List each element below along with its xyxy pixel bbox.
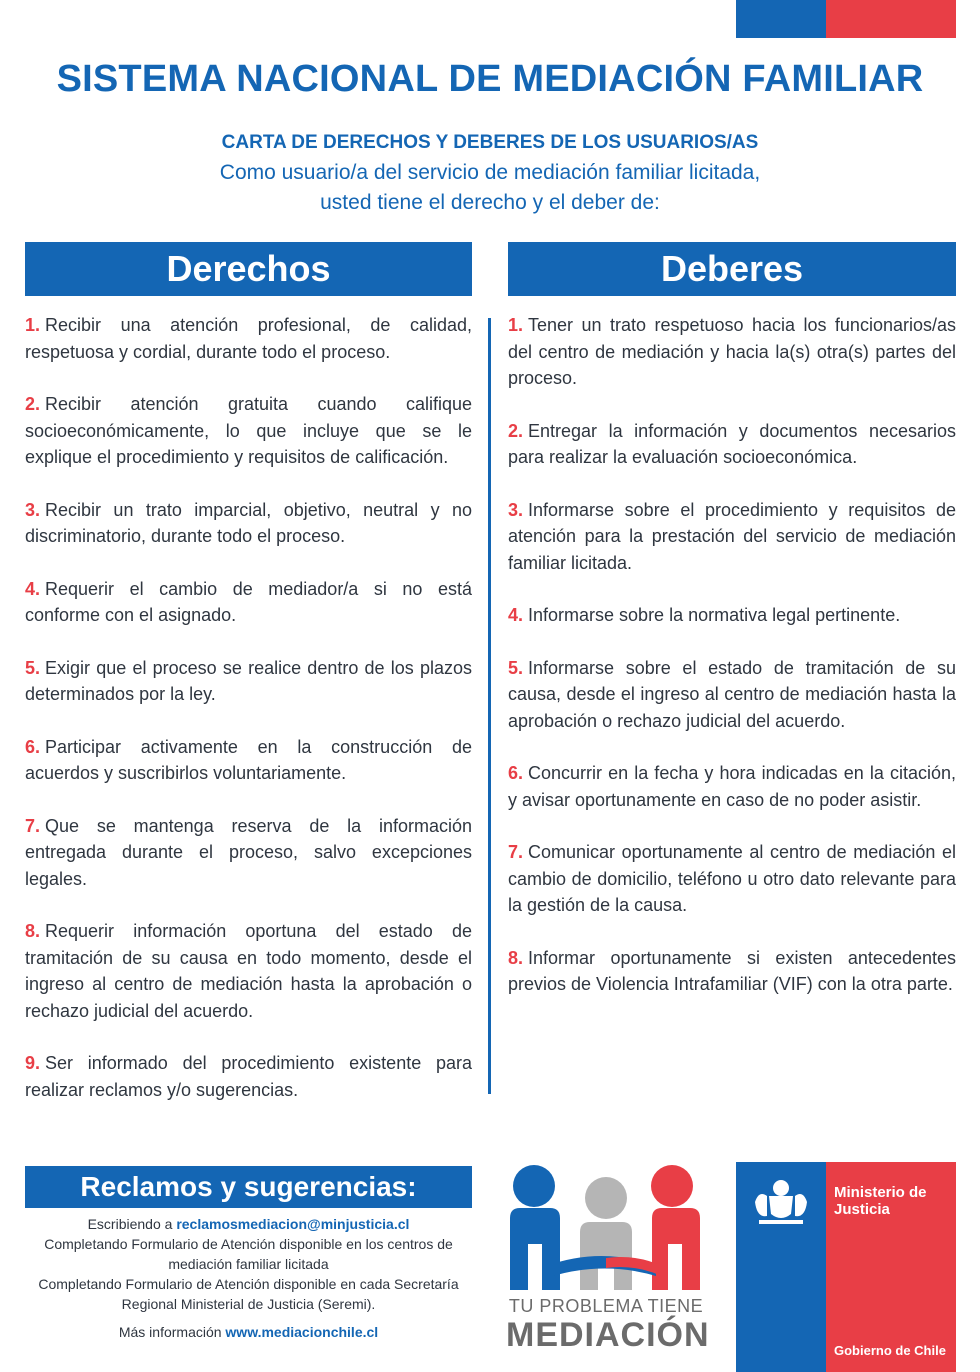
derecho-item-5 (25, 655, 472, 708)
red-person-body (652, 1208, 700, 1290)
flag-red-block (826, 0, 956, 38)
flag-blue-block (736, 0, 826, 38)
deber-item-number: 4. (508, 605, 524, 625)
derecho-item-2 (25, 391, 472, 471)
red-person-head (651, 1165, 693, 1207)
government-logo (736, 1162, 956, 1372)
derecho-item-1 (25, 312, 472, 365)
deber-item-text: Entregar la información y documentos necesarios para realizar la evaluación socioeconómica. (508, 420, 956, 467)
deber-item-text: Informarse sobre el estado de tramitación de su causa, desde el ingreso al centro de mediación hasta la aprobación o rechazo judicial del acuerdo. (508, 657, 956, 731)
blue-person-head (513, 1165, 555, 1207)
derecho-item-6 (25, 734, 472, 787)
derecho-item-text: Recibir atención gratuita cuando califique socioeconómicamente, lo que incluye que se le explique el procedimiento y requisitos de calificación. (25, 394, 472, 467)
reclamos-info (25, 1214, 472, 1342)
intro-line-2: usted tiene el derecho y el deber de: (320, 191, 660, 214)
website-link[interactable]: www.mediacionchile.cl (225, 1324, 379, 1340)
deber-item-7 (508, 839, 956, 919)
reclamos-email-line (25, 1214, 472, 1234)
deber-item-4 (508, 602, 956, 629)
deber-item-number: 6. (508, 763, 524, 783)
blue-person-body (510, 1208, 560, 1290)
derecho-item-text: Exigir que el proceso se realice dentro de los plazos determinados por la ley. (25, 657, 472, 704)
reclamos-email-prefix: Escribiendo a (87, 1216, 177, 1232)
derecho-item-9 (25, 1050, 472, 1103)
deber-item-text: Informarse sobre la normativa legal pertinente. (528, 605, 901, 625)
deber-item-text: Comunicar oportunamente al centro de mediación el cambio de domicilio, teléfono u otro dato relevante para la gestión de la causa. (508, 842, 956, 915)
ministry-name: Ministerio de Justicia (834, 1184, 927, 1218)
derecho-item-number: 4. (25, 578, 41, 599)
gray-person-body (580, 1222, 632, 1290)
deber-item-number: 7. (508, 842, 524, 862)
government-name: Gobierno de Chile (834, 1343, 946, 1358)
page-title: SISTEMA NACIONAL DE MEDIACIÓN FAMILIAR (56, 58, 924, 100)
deber-item-1 (508, 312, 956, 392)
intro-text (0, 158, 980, 218)
gov-red-block (826, 1162, 956, 1372)
derecho-item-text: Ser informado del procedimiento existente para realizar reclamos y/o sugerencias. (25, 1053, 472, 1100)
deber-item-text: Tener un trato respetuoso hacia los funcionarios/as del centro de mediación y hacia la(s) otra(s) partes del proceso. (508, 315, 956, 388)
derecho-item-number: 6. (25, 736, 41, 757)
gray-person-head (585, 1177, 627, 1219)
deber-item-text: Informarse sobre el procedimiento y requisitos de atención para la prestación del servicio de mediación familiar licitada. (508, 499, 956, 573)
reclamos-line-seremi: Completando Formulario de Atención disponible en cada Secretaría Regional Ministerial de Justicia (Seremi). (38, 1276, 459, 1312)
reclamos-email-link[interactable]: reclamosmediacion@minjusticia.cl (176, 1216, 410, 1232)
logo-wordmark: MEDIACIÓN (506, 1316, 710, 1354)
derecho-item-number: 8. (25, 921, 41, 941)
derecho-item-text: Recibir una atención profesional, de calidad, respetuosa y cordial, durante todo el proceso. (25, 315, 472, 362)
more-info-prefix: Más información (118, 1324, 226, 1340)
deber-item-number: 1. (508, 315, 524, 335)
derechos-list (25, 312, 472, 1129)
deber-item-6 (508, 760, 956, 813)
logo-tagline: TU PROBLEMA TIENE (508, 1296, 704, 1316)
deber-item-3 (508, 497, 956, 577)
more-info-line (25, 1322, 472, 1342)
derecho-item-8 (25, 918, 472, 1024)
derecho-item-number: 5. (25, 657, 41, 678)
flag-stripe-top (736, 0, 956, 38)
derecho-item-number: 2. (25, 394, 41, 414)
reclamos-heading: Reclamos y sugerencias: (25, 1166, 472, 1208)
intro-line-1: Como usuario/a del servicio de mediación familiar licitada, (219, 161, 761, 184)
deber-item-text: Informar oportunamente si existen antecedentes previos de Violencia Intrafamiliar (VIF) con la otra parte. (508, 947, 956, 994)
deber-item-2 (508, 418, 956, 471)
deberes-heading: Deberes (508, 242, 956, 296)
gov-blue-block (736, 1162, 826, 1372)
derecho-item-3 (25, 497, 472, 550)
deber-item-number: 8. (508, 947, 524, 968)
derecho-item-text: Requerir el cambio de mediador/a si no está conforme con el asignado. (25, 578, 472, 625)
derecho-item-number: 3. (25, 499, 41, 520)
deber-item-number: 2. (508, 420, 524, 441)
derecho-item-number: 1. (25, 315, 41, 335)
page-subtitle: CARTA DE DERECHOS Y DEBERES DE LOS USUARIOS/AS (221, 132, 759, 153)
deber-item-text: Concurrir en la fecha y hora indicadas en la citación, y avisar oportunamente en caso de no poder asistir. (508, 763, 956, 810)
derecho-item-number: 9. (25, 1053, 41, 1073)
derecho-item-4 (25, 576, 472, 629)
derecho-item-text: Requerir información oportuna del estado de tramitación de su causa en todo momento, desde el ingreso al centro de mediación hasta la aprobación o rechazo judicial del acuerdo. (25, 921, 472, 1021)
deber-item-5 (508, 655, 956, 735)
derechos-heading: Derechos (25, 242, 472, 296)
derecho-item-number: 7. (25, 815, 41, 836)
derecho-item-text: Participar activamente en la construcción de acuerdos y suscribirlos voluntariamente. (25, 736, 472, 783)
derecho-item-text: Recibir un trato imparcial, objetivo, neutral y no discriminatorio, durante todo el proceso. (25, 499, 472, 546)
coat-of-arms-icon (741, 1172, 821, 1232)
reclamos-line-centros: Completando Formulario de Atención disponible en los centros de mediación familiar licitada (44, 1236, 453, 1272)
derecho-item-text: Que se mantenga reserva de la información entregada durante el proceso, salvo excepciones legales. (25, 815, 472, 889)
deber-item-number: 5. (508, 657, 524, 678)
deber-item-number: 3. (508, 499, 524, 520)
derecho-item-7 (25, 813, 472, 893)
deber-item-8 (508, 945, 956, 998)
deberes-list (508, 312, 956, 1024)
column-divider (488, 318, 491, 1094)
